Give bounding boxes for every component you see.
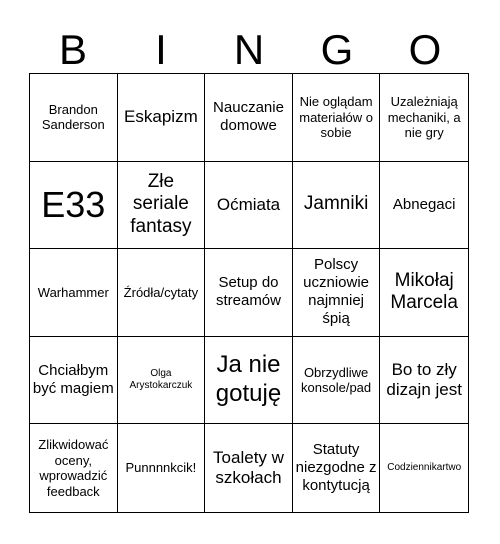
bingo-cell[interactable]: [118, 74, 206, 162]
cell-label: Statuty niezgodne z kontytucją: [295, 441, 377, 495]
bingo-cell[interactable]: [380, 337, 468, 425]
cell-label: Nauczanie domowe: [213, 99, 284, 135]
bingo-cell[interactable]: [118, 424, 206, 512]
bingo-cell[interactable]: [205, 249, 293, 337]
bingo-cell[interactable]: [118, 162, 206, 250]
cell-label: Warhammer: [37, 284, 109, 300]
bingo-title: [29, 24, 469, 76]
bingo-cell[interactable]: [205, 74, 293, 162]
cell-label: Jamniki: [303, 193, 369, 215]
bingo-cell[interactable]: [293, 162, 381, 250]
cell-label: E33: [41, 184, 106, 226]
cell-label: Chciałbym być magiem: [32, 362, 114, 398]
bingo-cell[interactable]: [30, 424, 118, 512]
bingo-cell[interactable]: [30, 249, 118, 337]
bingo-cell[interactable]: [293, 337, 381, 425]
cell-label: Uzależniają mechaniki, a nie gry: [387, 93, 461, 141]
title-letter-b: B: [58, 26, 87, 73]
cell-label: Brandon Sanderson: [41, 101, 105, 133]
cell-label: Nie oglądam materiałów o sobie: [299, 93, 373, 141]
bingo-cell[interactable]: [380, 74, 468, 162]
cell-label: Abnegaci: [392, 195, 456, 213]
title-letter-o: O: [408, 26, 442, 73]
bingo-cell[interactable]: [380, 424, 468, 512]
title-letter-i: I: [155, 26, 167, 73]
cell-label: Bo to zły dizajn jest: [386, 359, 462, 400]
cell-label: Zlikwidować oceny, wprowadzić feedback: [38, 437, 109, 499]
bingo-cell[interactable]: [380, 249, 468, 337]
cell-label: Oćmiata: [216, 194, 281, 214]
cell-label: Setup do streamów: [215, 274, 281, 310]
cell-label: Złe seriale fantasy: [130, 170, 192, 238]
bingo-cell[interactable]: [293, 424, 381, 512]
bingo-cell[interactable]: [118, 337, 206, 425]
cell-label: Polscy uczniowie najmniej śpią: [303, 256, 370, 328]
cell-label: Toalety w szkołach: [213, 447, 284, 488]
bingo-cell[interactable]: [30, 337, 118, 425]
bingo-cell[interactable]: [380, 162, 468, 250]
cell-label: Olga Arystokarczuk: [129, 368, 193, 392]
bingo-grid: [29, 73, 469, 513]
cell-label: Obrzydliwe konsole/pad: [301, 364, 372, 396]
bingo-cell[interactable]: [205, 162, 293, 250]
cell-label: Mikołaj Marcela: [390, 269, 458, 314]
bingo-cell[interactable]: [30, 162, 118, 250]
bingo-cell[interactable]: [118, 249, 206, 337]
title-letter-n: N: [233, 26, 265, 73]
bingo-cell[interactable]: [293, 249, 381, 337]
title-letter-g: G: [320, 26, 354, 73]
cell-label: Eskapizm: [124, 107, 198, 127]
bingo-cell[interactable]: [205, 424, 293, 512]
cell-label: Ja nie gotuję: [215, 351, 282, 408]
bingo-cell[interactable]: [205, 337, 293, 425]
bingo-cell[interactable]: [30, 74, 118, 162]
cell-label: Codziennikartwo: [387, 462, 462, 474]
bingo-cell[interactable]: [293, 74, 381, 162]
cell-label: Punnnnkcik!: [125, 460, 197, 476]
cell-label: Źródła/cytaty: [123, 284, 199, 300]
